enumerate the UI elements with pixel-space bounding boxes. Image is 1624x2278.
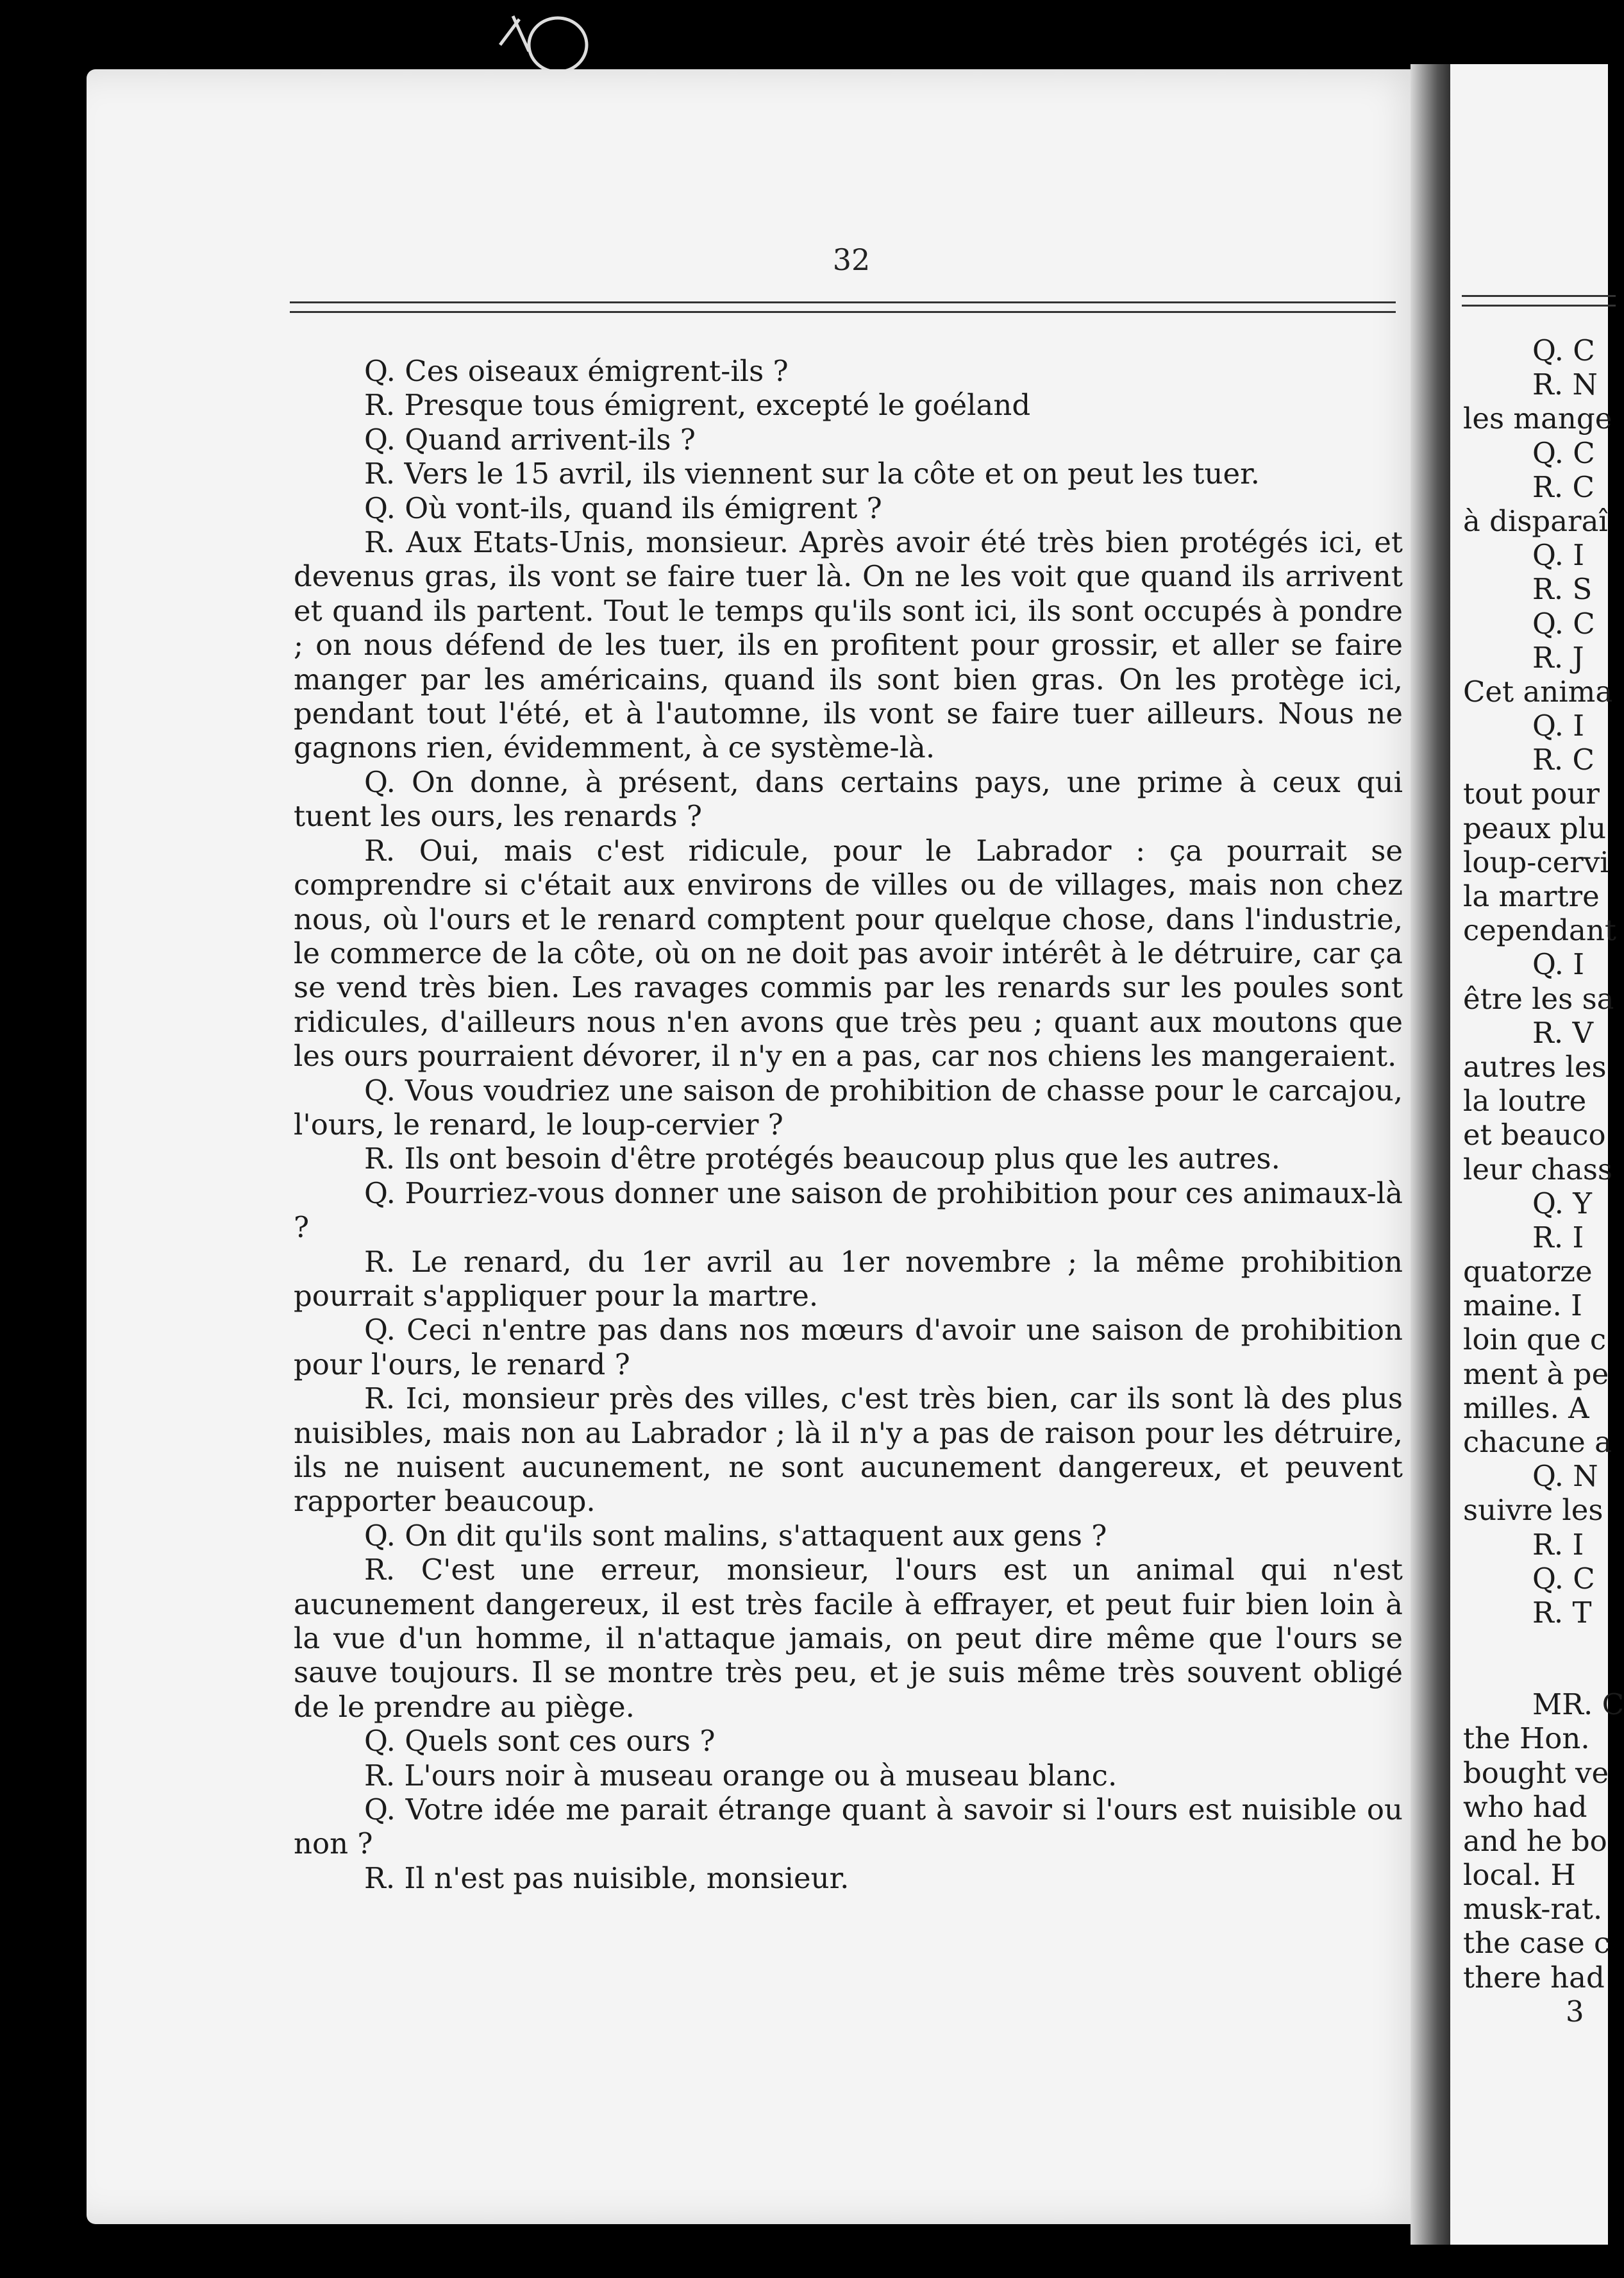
paragraph: R. Presque tous émigrent, excepté le goéland xyxy=(364,388,1031,423)
paragraph: Q. Ceci n'entre pas dans nos mœurs d'avoir une saison de prohibition pour l'ours, le renard ? xyxy=(294,1313,1403,1381)
paragraph: Q. On donne, à présent, dans certains pays, une prime à ceux qui tuent les ours, les renards ? xyxy=(294,764,1403,834)
paragraph: R. Aux Etats-Unis, monsieur. Après avoir été très bien protégés ici, et devenus gras, ils vont se faire tuer là. On ne les voit que quand ils arrivent et quand ils partent. Tout le temps qu'ils sont ici, ils sont occupés à pondre ; on nous défend de les tuer, ils en profitent pour grossir, et aller se faire manger par les américains, quand ils sont bien gras. On les protège ici, pendant tout l'été, et à l'automne, ils vont se faire tuer ailleurs. Nous ne gagnons rien, évidemment, à ce système-là. xyxy=(294,525,1403,765)
paragraph: R. Ici, monsieur près des villes, c'est très bien, car ils sont là des plus nuisibles, mais non au Labrador ; là il n'y a pas de raison pour les détruire, ils ne nuisent aucunement, ne sont aucunement dangereux, et peuvent rapporter beaucoup. xyxy=(294,1381,1403,1519)
facing-page-line: there had xyxy=(1463,1960,1605,1995)
facing-page-line: Q. C xyxy=(1532,333,1595,367)
facing-page-line: leur chass xyxy=(1463,1152,1613,1186)
facing-page-line: R. C xyxy=(1532,743,1595,777)
facing-page-line: R. I xyxy=(1532,1220,1584,1254)
facing-page-line: loin que c xyxy=(1463,1322,1607,1357)
facing-page-line: la loutre xyxy=(1463,1084,1587,1118)
paragraph: Q. Quand arrivent-ils ? xyxy=(364,422,696,457)
facing-page-line: R. T xyxy=(1532,1595,1592,1630)
facing-page-line: bought ve xyxy=(1463,1755,1609,1790)
facing-page-line: milles. A xyxy=(1463,1390,1589,1425)
facing-page-line: Q. I xyxy=(1532,709,1585,743)
paragraph: R. Ils ont besoin d'être protégés beaucoup plus que les autres. xyxy=(364,1142,1280,1176)
facing-page-line: R. N xyxy=(1532,367,1598,402)
body-text xyxy=(294,354,1403,1895)
paragraph: R. C'est une erreur, monsieur, l'ours est un animal qui n'est aucunement dangereux, il est très facile à effrayer, et peut fuir bien loin à la vue d'un homme, il n'attaque jamais, on peut dire même que l'ours se sauve toujours. Il se montre très peu, et je suis même très souvent obligé de le prendre au piège. xyxy=(294,1553,1403,1724)
facing-page-line: à disparaî xyxy=(1463,503,1608,538)
facing-page-line: Q. C xyxy=(1532,1561,1595,1596)
paragraph: Q. On dit qu'ils sont malins, s'attaquent aux gens ? xyxy=(364,1518,1107,1553)
paragraph: Q. Quels sont ces ours ? xyxy=(364,1724,716,1759)
facing-page-line: Q. I xyxy=(1532,947,1585,982)
facing-page-line: Cet anima xyxy=(1463,674,1613,709)
facing-page-line: et beauco xyxy=(1463,1118,1606,1152)
ink-scribble-mark xyxy=(494,6,596,77)
facing-page-line: Q. C xyxy=(1532,435,1595,470)
facing-page-line: R. J xyxy=(1532,640,1584,675)
facing-page xyxy=(1450,64,1624,2245)
paragraph: Q. Ces oiseaux émigrent-ils ? xyxy=(364,354,789,388)
paragraph: Q. Pourriez-vous donner une saison de prohibition pour ces animaux-là ? xyxy=(294,1176,1403,1245)
facing-page-line: Q. I xyxy=(1532,538,1585,573)
facing-page-line: la martre xyxy=(1463,879,1600,913)
paragraph: R. Le renard, du 1er avril au 1er novembre ; la même prohibition pourrait s'appliquer pour la martre. xyxy=(294,1244,1403,1313)
facing-page-line: maine. I xyxy=(1463,1288,1582,1323)
facing-page-line xyxy=(1463,1630,1617,1687)
facing-page-line: MR. C xyxy=(1532,1687,1624,1722)
facing-page-line: 3 xyxy=(1566,1994,1584,2029)
facing-page-line: who had xyxy=(1463,1789,1587,1824)
facing-page-line: loup-cervi xyxy=(1463,845,1609,879)
paragraph: R. Oui, mais c'est ridicule, pour le Labrador : ça pourrait se comprendre si c'était aux environs de villes ou de villages, mais non chez nous, où l'ours et le renard comptent pour quelque chose, dans l'industrie, le commerce de la côte, où on ne doit pas avoir intérêt à le détruire, car ça se vend très bien. Les ravages commis par les renards sur les poules sont ridicules, d'ailleurs nous n'en avons que très peu ; quant aux moutons que les ours pourraient dévorer, il n'y en a pas, car nos chiens les mangeraient. xyxy=(294,833,1403,1074)
facing-page-line: tout pour xyxy=(1463,777,1600,811)
paragraph: Q. Vous voudriez une saison de prohibition de chasse pour le carcajou, l'ours, le renard, le loup-cervier ? xyxy=(294,1073,1403,1142)
facing-page-line: cependant xyxy=(1463,913,1616,948)
facing-page-line: quatorze xyxy=(1463,1254,1593,1289)
paragraph: Q. Où vont-ils, quand ils émigrent ? xyxy=(364,491,882,525)
facing-page-text xyxy=(1463,333,1624,2029)
paragraph: R. L'ours noir à museau orange ou à museau blanc. xyxy=(364,1758,1118,1793)
facing-page-line: ment à pe xyxy=(1463,1356,1609,1391)
facing-page-line: être les sa xyxy=(1463,981,1614,1016)
facing-page-line: the case c xyxy=(1463,1926,1611,1961)
facing-page-line: musk-rat. xyxy=(1463,1892,1603,1927)
facing-page-line: suivre les xyxy=(1463,1493,1603,1528)
facing-page-line: R. V xyxy=(1532,1015,1593,1050)
book-gutter xyxy=(1411,64,1455,2245)
facing-page-line: les mange xyxy=(1463,401,1612,436)
facing-page-line: R. C xyxy=(1532,469,1595,504)
facing-page-line: Q. N xyxy=(1532,1459,1598,1494)
facing-page-line: chacune a xyxy=(1463,1425,1612,1459)
facing-page-line: Q. Y xyxy=(1532,1186,1592,1220)
paragraph: Q. Votre idée me parait étrange quant à savoir si l'ours est nuisible ou non ? xyxy=(294,1793,1403,1861)
header-rule xyxy=(290,301,1396,313)
facing-page-line: R. S xyxy=(1532,572,1593,607)
facing-page-line: Q. C xyxy=(1532,606,1595,641)
facing-page-line: autres les xyxy=(1463,1049,1607,1084)
facing-page-rule xyxy=(1462,295,1616,307)
facing-page-line: the Hon. xyxy=(1463,1721,1590,1756)
facing-page-line: local. H xyxy=(1463,1858,1576,1893)
page-number: 32 xyxy=(832,242,871,277)
facing-page-line: and he bo xyxy=(1463,1823,1607,1858)
facing-page-line: peaux plu xyxy=(1463,811,1607,845)
paragraph: R. Vers le 15 avril, ils viennent sur la côte et on peut les tuer. xyxy=(364,457,1260,491)
paragraph: R. Il n'est pas nuisible, monsieur. xyxy=(364,1860,850,1895)
facing-page-line: R. I xyxy=(1532,1527,1584,1562)
